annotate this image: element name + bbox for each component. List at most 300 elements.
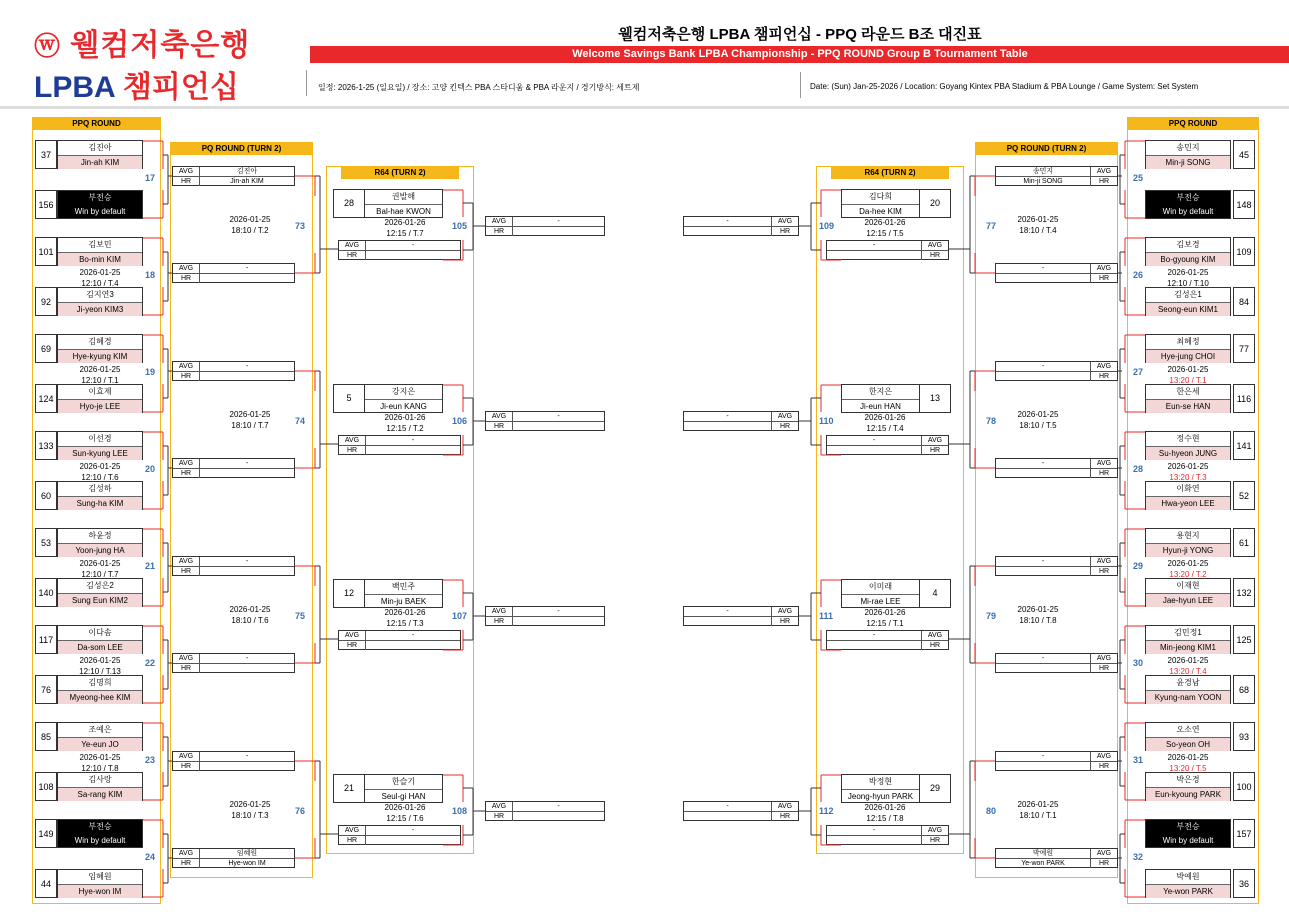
player-value-en: Ye-won PARK [1021, 860, 1065, 867]
match-time: 13:20 / T.4 [1169, 667, 1207, 676]
panel-header: PQ ROUND (TURN 2) [976, 143, 1117, 155]
seed-number: 93 [1233, 722, 1255, 751]
player-name-en: Su-hyeon JUNG [1146, 447, 1230, 460]
avg-label: AVG [771, 802, 798, 811]
seed-number: 76 [35, 675, 57, 704]
seed-number: 13 [919, 385, 950, 412]
player-name-ko: 박은경 [1146, 773, 1230, 788]
player-value: - [411, 242, 415, 249]
player-value: - [411, 437, 415, 444]
player-name-en: So-yeon OH [1146, 738, 1230, 751]
seed-number: 77 [1233, 334, 1255, 363]
player-name-ko: 부전승 [1176, 193, 1200, 202]
player-name-en: Ji-eun HAN [860, 402, 901, 411]
hr-label: HR [1090, 567, 1117, 576]
hr-label: HR [486, 227, 513, 236]
player-value: - [872, 827, 876, 834]
player-name-ko: 권발해 [365, 190, 442, 205]
player-name-ko: 박정현 [842, 775, 919, 790]
player-name-ko: 김보경 [1146, 238, 1230, 253]
seed-number: 61 [1233, 528, 1255, 557]
player-name-ko: 하윤정 [58, 529, 142, 544]
seed-number: 157 [1233, 819, 1255, 848]
avg-label: AVG [486, 802, 513, 811]
avg-label: AVG [173, 362, 200, 371]
hr-label: HR [1090, 762, 1117, 771]
match-date: 2026-01-25 [1167, 656, 1209, 665]
player-name-ko: 한지은 [842, 385, 919, 400]
player-name-ko: 김성은1 [1146, 288, 1230, 303]
avg-label: AVG [1090, 654, 1117, 663]
player-name-en: Hyun-ji YONG [1146, 544, 1230, 557]
seed-number: 20 [919, 190, 950, 217]
avg-label: AVG [486, 217, 513, 226]
avg-label: AVG [173, 264, 200, 273]
seed-number: 68 [1233, 675, 1255, 704]
player-name-en: Jin-ah KIM [58, 156, 142, 169]
player-name-en: Min-ji SONG [1146, 156, 1230, 169]
player-name-en: Jae-hyun LEE [1146, 594, 1230, 607]
match-date: 2026-01-25 [229, 215, 271, 224]
match-date: 2026-01-26 [864, 803, 906, 812]
seed-number: 4 [919, 580, 950, 607]
hr-label: HR [771, 227, 798, 236]
player-name-en: Min-ju BAEK [380, 597, 427, 606]
seed-number: 84 [1233, 287, 1255, 316]
player-name-ko: 백민주 [365, 580, 442, 595]
avg-label: AVG [921, 631, 948, 640]
match-time: 12:15 / T.1 [866, 619, 904, 628]
player-name-ko: 부전승 [88, 193, 112, 202]
player-value: - [726, 608, 729, 615]
player-name-ko: 이다솜 [58, 626, 142, 641]
hr-label: HR [486, 812, 513, 821]
player-name-ko: 용현지 [1146, 529, 1230, 544]
player-value: - [726, 413, 729, 420]
avg-label: AVG [771, 217, 798, 226]
player-value-en: Min-ji SONG [1023, 178, 1063, 185]
avg-label: AVG [486, 607, 513, 616]
page-subtitle: Welcome Savings Bank LPBA Championship - PPQ ROUND Group B Tournament Table [310, 46, 1289, 63]
hr-label: HR [339, 641, 366, 650]
player-name-en: Ji-eun KANG [380, 402, 427, 411]
event-info-en: Date: (Sun) Jan-25-2026 / Location: Goyang Kintex PBA Stadium & PBA Lounge / Game System: Set System [810, 82, 1199, 91]
hr-label: HR [173, 372, 200, 381]
match-number: 29 [1133, 561, 1144, 571]
hr-label: HR [173, 274, 200, 283]
match-time: 12:10 / T.8 [81, 764, 119, 773]
player-value: - [411, 632, 415, 639]
hr-label: HR [173, 762, 200, 771]
match-number: 19 [145, 367, 156, 377]
player-name-en: Eun-se HAN [1146, 400, 1230, 413]
player-name-ko: 송민지 [1146, 141, 1230, 156]
player-value: - [1041, 363, 1045, 370]
player-name-ko: 김지연3 [58, 288, 142, 303]
match-number: 27 [1133, 367, 1144, 377]
player-name-en: Hye-won IM [58, 885, 142, 898]
match-number: 76 [295, 806, 306, 816]
seed-number: 69 [35, 334, 57, 363]
player-name-ko: 임혜원 [58, 870, 142, 885]
match-date: 2026-01-25 [79, 462, 121, 471]
match-number: 74 [295, 416, 306, 426]
seed-number: 52 [1233, 481, 1255, 510]
match-number: 105 [452, 221, 468, 231]
player-name-ko: 김성하 [58, 482, 142, 497]
player-name-ko: 이선경 [58, 432, 142, 447]
player-value: - [557, 218, 560, 225]
player-name-ko: 오소연 [1146, 723, 1230, 738]
avg-label: AVG [173, 167, 200, 176]
match-time: 12:10 / T.1 [81, 376, 119, 385]
hr-label: HR [173, 859, 200, 868]
player-name-en: Ye-won PARK [1146, 885, 1230, 898]
player-name-ko: 최혜정 [1146, 335, 1230, 350]
avg-label: AVG [921, 436, 948, 445]
match-time: 12:10 / T.6 [81, 473, 119, 482]
player-value: - [872, 437, 876, 444]
match-number: 22 [145, 658, 156, 668]
logo-championship-text: 챔피언십 [114, 71, 239, 104]
match-number: 31 [1133, 755, 1144, 765]
seed-number: 53 [35, 528, 57, 557]
seed-number: 92 [35, 287, 57, 316]
match-date: 2026-01-25 [1167, 753, 1209, 762]
avg-label: AVG [486, 412, 513, 421]
match-time: 13:20 / T.1 [1169, 376, 1207, 385]
player-value: - [557, 413, 560, 420]
seed-number: 5 [334, 385, 365, 412]
hr-label: HR [921, 446, 948, 455]
player-name-ko: 부전승 [88, 822, 112, 831]
seed-number: 37 [35, 140, 57, 169]
player-value: - [411, 827, 415, 834]
player-name-ko: 김명희 [58, 676, 142, 691]
match-time: 12:15 / T.6 [386, 814, 424, 823]
seed-number: 109 [1233, 237, 1255, 266]
avg-label: AVG [173, 557, 200, 566]
hr-label: HR [486, 617, 513, 626]
hr-label: HR [173, 177, 200, 186]
player-name-en: Eun-kyoung PARK [1146, 788, 1230, 801]
avg-label: AVG [1090, 849, 1117, 858]
match-number: 24 [145, 852, 156, 862]
seed-number: 132 [1233, 578, 1255, 607]
player-name-ko: 한슬기 [365, 775, 442, 790]
player-value: - [1041, 753, 1045, 760]
seed-number: 116 [1233, 384, 1255, 413]
match-date: 2026-01-25 [79, 656, 121, 665]
player-name-en: Sung-ha KIM [58, 497, 142, 510]
player-name-en: Yoon-jung HA [58, 544, 142, 557]
match-date: 2026-01-26 [864, 413, 906, 422]
player-value: - [245, 460, 249, 467]
player-name-en: Win by default [1162, 836, 1214, 845]
hr-label: HR [1090, 859, 1117, 868]
seed-number: 133 [35, 431, 57, 460]
match-time: 18:10 / T.4 [1019, 226, 1057, 235]
player-value: - [245, 558, 249, 565]
match-date: 2026-01-25 [229, 410, 271, 419]
player-name-ko: 김다희 [842, 190, 919, 205]
player-name-en: Win by default [74, 207, 126, 216]
player-name-en: Hyo-je LEE [58, 400, 142, 413]
player-value: - [1041, 265, 1045, 272]
match-number: 21 [145, 561, 156, 571]
player-name-en: Hwa-yeon LEE [1146, 497, 1230, 510]
player-value: 김진아 [236, 168, 258, 175]
player-value: - [557, 608, 560, 615]
hr-label: HR [921, 836, 948, 845]
hr-label: HR [486, 422, 513, 431]
player-name-en: Hye-kyung KIM [58, 350, 142, 363]
avg-label: AVG [173, 849, 200, 858]
player-value-en: Jin-ah KIM [230, 178, 264, 185]
match-number: 109 [819, 221, 835, 231]
event-info-ko: 일정: 2026-1-25 (일요일) / 장소: 고양 킨텍스 PBA 스타디움 & PBA 라운지 / 경기방식: 세트제 [318, 83, 640, 92]
avg-label: AVG [771, 412, 798, 421]
player-name-en: Jeong-hyun PARK [847, 792, 914, 801]
player-name-ko: 이효제 [58, 385, 142, 400]
player-name-ko: 김성은2 [58, 579, 142, 594]
player-name-en: Myeong-hee KIM [58, 691, 142, 704]
player-name-ko: 김진아 [58, 141, 142, 156]
player-value: - [245, 753, 249, 760]
player-name-ko: 김민정1 [1146, 626, 1230, 641]
match-date: 2026-01-25 [79, 559, 121, 568]
hr-label: HR [339, 836, 366, 845]
player-value: - [872, 632, 876, 639]
hr-label: HR [339, 446, 366, 455]
avg-label: AVG [1090, 362, 1117, 371]
hr-label: HR [1090, 177, 1117, 186]
player-value: - [245, 363, 249, 370]
avg-label: AVG [1090, 459, 1117, 468]
seed-number: 140 [35, 578, 57, 607]
player-name-en: Ye-eun JO [58, 738, 142, 751]
player-name-en: Min-jeong KIM1 [1146, 641, 1230, 654]
match-number: 77 [986, 221, 997, 231]
match-time: 18:10 / T.8 [1019, 616, 1057, 625]
match-time: 12:15 / T.5 [866, 229, 904, 238]
avg-label: AVG [339, 631, 366, 640]
match-date: 2026-01-25 [1017, 410, 1059, 419]
hr-label: HR [173, 469, 200, 478]
logo-lpba-text: LPBA [34, 71, 115, 104]
match-number: 108 [452, 806, 468, 816]
match-date: 2026-01-26 [384, 608, 426, 617]
player-name-en: Bo-min KIM [58, 253, 142, 266]
player-name-ko: 강지은 [365, 385, 442, 400]
match-number: 32 [1133, 852, 1144, 862]
seed-number: 29 [919, 775, 950, 802]
player-name-ko: 김사랑 [58, 773, 142, 788]
page-title: 웰컴저축은행 LPBA 챔피언십 - PPQ 라운드 B조 대진표 [618, 26, 982, 43]
player-name-en: Sa-rang KIM [58, 788, 142, 801]
avg-label: AVG [1090, 167, 1117, 176]
match-date: 2026-01-25 [229, 605, 271, 614]
match-time: 12:10 / T.7 [81, 570, 119, 579]
match-time: 12:15 / T.7 [386, 229, 424, 238]
match-number: 78 [986, 416, 997, 426]
match-date: 2026-01-25 [1167, 462, 1209, 471]
match-date: 2026-01-25 [1167, 268, 1209, 277]
avg-label: AVG [921, 826, 948, 835]
match-number: 73 [295, 221, 306, 231]
player-value: - [557, 803, 560, 810]
seed-number: 36 [1233, 869, 1255, 898]
avg-label: AVG [173, 459, 200, 468]
match-date: 2026-01-26 [864, 608, 906, 617]
match-date: 2026-01-26 [864, 218, 906, 227]
player-value: - [872, 242, 876, 249]
hr-label: HR [1090, 372, 1117, 381]
match-date: 2026-01-26 [384, 803, 426, 812]
player-name-en: Bal-hae KWON [376, 207, 431, 216]
match-number: 106 [452, 416, 468, 426]
player-name-en: Seong-eun KIM1 [1146, 303, 1230, 316]
player-name-en: Da-som LEE [58, 641, 142, 654]
match-time: 12:15 / T.3 [386, 619, 424, 628]
match-date: 2026-01-25 [229, 800, 271, 809]
player-name-ko: 정수현 [1146, 432, 1230, 447]
match-time: 12:10 / T.10 [1167, 279, 1209, 288]
match-time: 12:10 / T.4 [81, 279, 119, 288]
player-name-ko: 김혜경 [58, 335, 142, 350]
match-number: 26 [1133, 270, 1144, 280]
player-name-en: Win by default [1162, 207, 1214, 216]
avg-label: AVG [339, 436, 366, 445]
panel-header: PPQ ROUND [1128, 118, 1258, 130]
player-value: - [726, 218, 729, 225]
match-time: 18:10 / T.3 [231, 811, 269, 820]
player-name-en: Hye-jung CHOI [1146, 350, 1230, 363]
match-time: 18:10 / T.6 [231, 616, 269, 625]
hr-label: HR [771, 422, 798, 431]
seed-number: 148 [1233, 190, 1255, 219]
avg-label: AVG [173, 752, 200, 761]
hr-label: HR [173, 567, 200, 576]
player-value: 송민지 [1032, 168, 1054, 175]
player-value: - [245, 655, 249, 662]
match-date: 2026-01-25 [1017, 800, 1059, 809]
match-time: 12:15 / T.8 [866, 814, 904, 823]
hr-label: HR [1090, 664, 1117, 673]
match-number: 80 [986, 806, 997, 816]
match-number: 112 [819, 806, 834, 816]
avg-label: AVG [173, 654, 200, 663]
player-name-ko: 이재현 [1146, 579, 1230, 594]
match-time: 13:20 / T.2 [1169, 570, 1207, 579]
player-value: 임혜원 [236, 850, 258, 857]
welcome-logo-icon: ⓦ [34, 31, 62, 61]
seed-number: 28 [334, 190, 365, 217]
match-number: 18 [145, 270, 156, 280]
seed-number: 45 [1233, 140, 1255, 169]
logo-text-ko: 웰컴저축은행 [70, 29, 251, 62]
match-number: 110 [819, 416, 834, 426]
hr-label: HR [921, 641, 948, 650]
match-number: 28 [1133, 464, 1144, 474]
match-date: 2026-01-25 [1167, 365, 1209, 374]
player-name-ko: 박예원 [1146, 870, 1230, 885]
hr-label: HR [921, 251, 948, 260]
match-date: 2026-01-25 [79, 365, 121, 374]
seed-number: 125 [1233, 625, 1255, 654]
player-name-ko: 윤경남 [1146, 676, 1230, 691]
seed-number: 156 [35, 190, 57, 219]
player-value-en: Hye-won IM [228, 860, 266, 867]
seed-number: 60 [35, 481, 57, 510]
seed-number: 100 [1233, 772, 1255, 801]
avg-label: AVG [1090, 752, 1117, 761]
player-name-en: Mi-rae LEE [860, 597, 901, 606]
hr-label: HR [771, 617, 798, 626]
hr-label: HR [339, 251, 366, 260]
match-number: 75 [295, 611, 306, 621]
match-date: 2026-01-25 [79, 268, 121, 277]
avg-label: AVG [339, 826, 366, 835]
match-date: 2026-01-25 [1017, 215, 1059, 224]
player-name-ko: 김보민 [58, 238, 142, 253]
player-name-ko: 이미래 [842, 580, 919, 595]
panel-header: R64 (TURN 2) [341, 167, 459, 179]
seed-number: 12 [334, 580, 365, 607]
player-name-ko: 이화연 [1146, 482, 1230, 497]
avg-label: AVG [1090, 264, 1117, 273]
match-date: 2026-01-25 [1017, 605, 1059, 614]
seed-number: 85 [35, 722, 57, 751]
match-date: 2026-01-25 [1167, 559, 1209, 568]
seed-number: 117 [35, 625, 57, 654]
player-value: - [245, 265, 249, 272]
seed-number: 141 [1233, 431, 1255, 460]
seed-number: 44 [35, 869, 57, 898]
hr-label: HR [1090, 469, 1117, 478]
match-time: 12:10 / T.13 [79, 667, 121, 676]
player-value: 박예원 [1032, 850, 1054, 857]
match-time: 12:15 / T.2 [386, 424, 424, 433]
match-number: 107 [452, 611, 468, 621]
match-time: 18:10 / T.1 [1019, 811, 1057, 820]
hr-label: HR [1090, 274, 1117, 283]
match-date: 2026-01-26 [384, 218, 426, 227]
player-value: - [1041, 558, 1045, 565]
player-name-en: Sung Eun KIM2 [58, 594, 142, 607]
player-name-en: Win by default [74, 836, 126, 845]
seed-number: 101 [35, 237, 57, 266]
match-time: 13:20 / T.3 [1169, 473, 1207, 482]
panel-header: R64 (TURN 2) [831, 167, 949, 179]
match-time: 13:20 / T.5 [1169, 764, 1207, 773]
hr-label: HR [771, 812, 798, 821]
match-number: 20 [145, 464, 156, 474]
hr-label: HR [173, 664, 200, 673]
seed-number: 108 [35, 772, 57, 801]
match-time: 12:15 / T.4 [866, 424, 904, 433]
match-date: 2026-01-25 [79, 753, 121, 762]
match-number: 79 [986, 611, 997, 621]
avg-label: AVG [771, 607, 798, 616]
player-name-en: Bo-gyoung KIM [1146, 253, 1230, 266]
match-number: 25 [1133, 173, 1144, 183]
match-time: 18:10 / T.7 [231, 421, 269, 430]
match-date: 2026-01-26 [384, 413, 426, 422]
player-value: - [1041, 655, 1045, 662]
panel-header: PPQ ROUND [33, 118, 160, 130]
player-name-en: Ji-yeon KIM3 [58, 303, 142, 316]
